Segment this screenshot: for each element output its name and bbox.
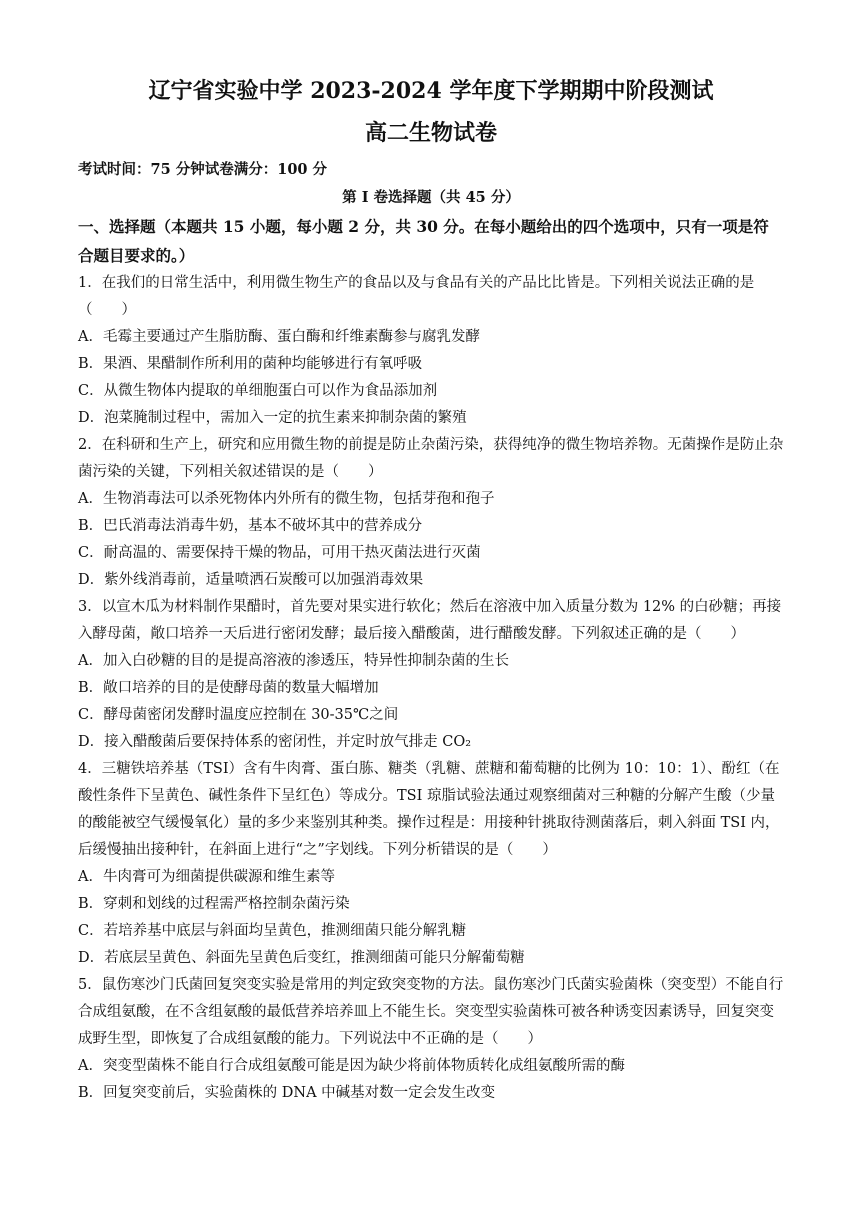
option-a: A．突变型菌株不能自行合成组氨酸可能是因为缺少将前体物质转化成组氨酸所需的酶: [78, 1058, 625, 1074]
part-heading: 一、选择题（本题共 15 小题，每小题 2 分，共 30 分。在每小题给出的四个选项中，只有一项是符合题目要求的。）: [78, 217, 769, 265]
question-1: [78, 270, 784, 432]
option-b: B．敞口培养的目的是使酵母菌的数量大幅增加: [78, 680, 379, 696]
option-d: D．若底层呈黄色、斜面先呈黄色后变红，推测细菌可能只分解葡萄糖: [78, 950, 525, 966]
option-a: A．生物消毒法可以杀死物体内外所有的微生物，包括芽孢和孢子: [78, 491, 495, 507]
question-stem: 5．鼠伤寒沙门氏菌回复突变实验是常用的判定致突变物的方法。鼠伤寒沙门氏菌实验菌株（突变型）不能自行合成组氨酸，在不含组氨酸的最低营养培养皿上不能生长。突变型实验菌株可被各种诱变因素诱导，回复突变成野生型，即恢复了合成组氨酸的能力。下列说法中不正确的是（ ）: [78, 977, 784, 1047]
question-2: [78, 432, 784, 594]
option-a: A．牛肉膏可为细菌提供碳源和维生素等: [78, 869, 335, 885]
option-c: C．若培养基中底层与斜面均呈黄色，推测细菌只能分解乳糖: [78, 923, 467, 939]
option-d: D．接入醋酸菌后要保持体系的密闭性，并定时放气排走 CO₂: [78, 734, 472, 750]
option-b: B．回复突变前后，实验菌株的 DNA 中碱基对数一定会发生改变: [78, 1085, 496, 1101]
question-5: [78, 972, 784, 1107]
option-d: D．泡菜腌制过程中，需加入一定的抗生素来抑制杂菌的繁殖: [78, 410, 467, 426]
exam-info: 考试时间：75 分钟试卷满分：100 分: [78, 161, 328, 178]
option-d: D．紫外线消毒前，适量喷洒石炭酸可以加强消毒效果: [78, 572, 424, 588]
option-b: B．穿刺和划线的过程需严格控制杂菌污染: [78, 896, 350, 912]
option-c: C．从微生物体内提取的单细胞蛋白可以作为食品添加剂: [78, 383, 438, 399]
section-title: 第 I 卷选择题（共 45 分）: [342, 189, 520, 206]
option-a: A．毛霉主要通过产生脂肪酶、蛋白酶和纤维素酶参与腐乳发酵: [78, 329, 480, 345]
question-stem: 3．以宣木瓜为材料制作果醋时，首先要对果实进行软化；然后在溶液中加入质量分数为 12% 的白砂糖；再接入酵母菌，敞口培养一天后进行密闭发酵；最后接入醋酸菌，进行醋酸发酵。下列叙述正确的是（ ）: [78, 599, 782, 642]
option-b: B．果酒、果醋制作所利用的菌种均能够进行有氧呼吸: [78, 356, 423, 372]
question-stem: 4．三糖铁培养基（TSI）含有牛肉膏、蛋白胨、糖类（乳糖、蔗糖和葡萄糖的比例为 10：10：1）、酚红（在酸性条件下呈黄色、碱性条件下呈红色）等成分。TSI 琼脂试验法通过观察细菌对三种糖的分解产生酸（少量的酸能被空气缓慢氧化）量的多少来鉴别其种类。操作过程是：用接种针挑取待测菌落后，刺入斜面 TSI 内，后缓慢抽出接种针，在斜面上进行“之”字划线。下列分析错误的是（ ）: [78, 761, 780, 858]
option-c: C．耐高温的、需要保持干燥的物品，可用干热灭菌法进行灭菌: [78, 545, 481, 561]
question-3: [78, 594, 784, 756]
question-stem: 1．在我们的日常生活中，利用微生物生产的食品以及与食品有关的产品比比皆是。下列相关说法正确的是（ ）: [78, 275, 755, 318]
question-4: [78, 756, 784, 972]
page-subtitle: 高二生物试卷: [364, 120, 497, 146]
option-a: A．加入白砂糖的目的是提高溶液的渗透压，特异性抑制杂菌的生长: [78, 653, 509, 669]
option-c: C．酵母菌密闭发酵时温度应控制在 30-35℃之间: [78, 707, 399, 723]
option-b: B．巴氏消毒法消毒牛奶，基本不破坏其中的营养成分: [78, 518, 423, 534]
question-stem: 2．在科研和生产上，研究和应用微生物的前提是防止杂菌污染，获得纯净的微生物培养物。无菌操作是防止杂菌污染的关键，下列相关叙述错误的是（ ）: [78, 437, 784, 480]
page-title: 辽宁省实验中学 2023-2024 学年度下学期期中阶段测试: [148, 78, 714, 104]
